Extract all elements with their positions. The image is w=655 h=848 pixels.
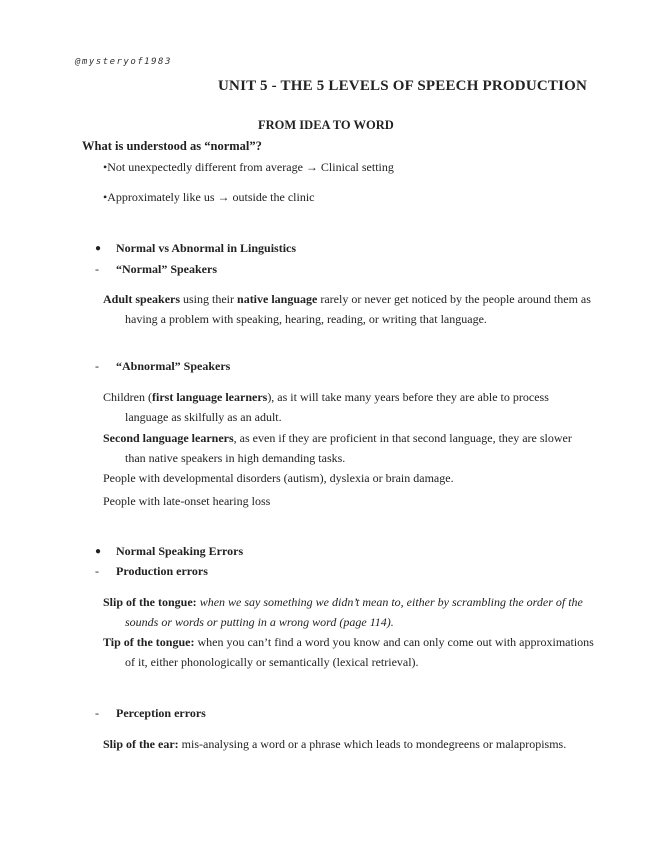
- paragraph-adult-speakers: Adult speakers using their native language rarely or never get noticed by the people around them as having a problem with speaking, hearing, reading, or writing that language.: [103, 292, 591, 326]
- paragraph-slip-of-ear: Slip of the ear: mis-analysing a word or a phrase which leads to mondegreens or malapropisms.: [103, 737, 567, 751]
- paragraph-hearing-loss: People with late-onset hearing loss: [103, 494, 271, 508]
- paragraph-slip-of-tongue: Slip of the tongue: when we say something we didn’t mean to, either by scrambling the order of the sounds or words or putting in a wrong word (page 114).: [103, 595, 583, 629]
- dash-marker: -: [95, 706, 99, 720]
- question-heading: What is understood as “normal”?: [82, 139, 262, 153]
- dash-marker: -: [95, 564, 99, 578]
- page-subtitle: FROM IDEA TO WORD: [258, 118, 394, 132]
- subheading-perception-errors: Perception errors: [116, 706, 206, 720]
- subheading-production-errors: Production errors: [116, 564, 208, 578]
- paragraph-children: Children (first language learners), as it will take many years before they are able to process language as skilfully as an adult.: [103, 390, 549, 424]
- subheading-normal-speakers: “Normal” Speakers: [116, 262, 217, 276]
- bullet-icon: ●: [95, 243, 102, 254]
- normal-def-clinical: •Not unexpectedly different from average → Clinical setting: [103, 160, 394, 174]
- bullet-icon: ●: [95, 546, 102, 557]
- watermark: @mysteryof1983: [75, 57, 172, 67]
- paragraph-developmental: People with developmental disorders (autism), dyslexia or brain damage.: [103, 471, 454, 485]
- paragraph-tip-of-tongue: Tip of the tongue: when you can’t find a word you know and can only come out with approximations of it, either phonologically or semantically (lexical retrieval).: [103, 635, 594, 669]
- dash-marker: -: [95, 359, 99, 373]
- dash-marker: -: [95, 262, 99, 276]
- subheading-abnormal-speakers: “Abnormal” Speakers: [116, 359, 231, 373]
- section-heading-speaking-errors: Normal Speaking Errors: [116, 544, 244, 558]
- normal-def-outside: •Approximately like us → outside the clinic: [103, 190, 315, 204]
- section-heading-normal-abnormal: Normal vs Abnormal in Linguistics: [116, 241, 297, 255]
- paragraph-second-language: Second language learners, as even if they are proficient in that second language, they are slower than native speakers in high demanding tasks.: [103, 431, 572, 465]
- page-title: UNIT 5 - THE 5 LEVELS OF SPEECH PRODUCTION: [218, 78, 588, 94]
